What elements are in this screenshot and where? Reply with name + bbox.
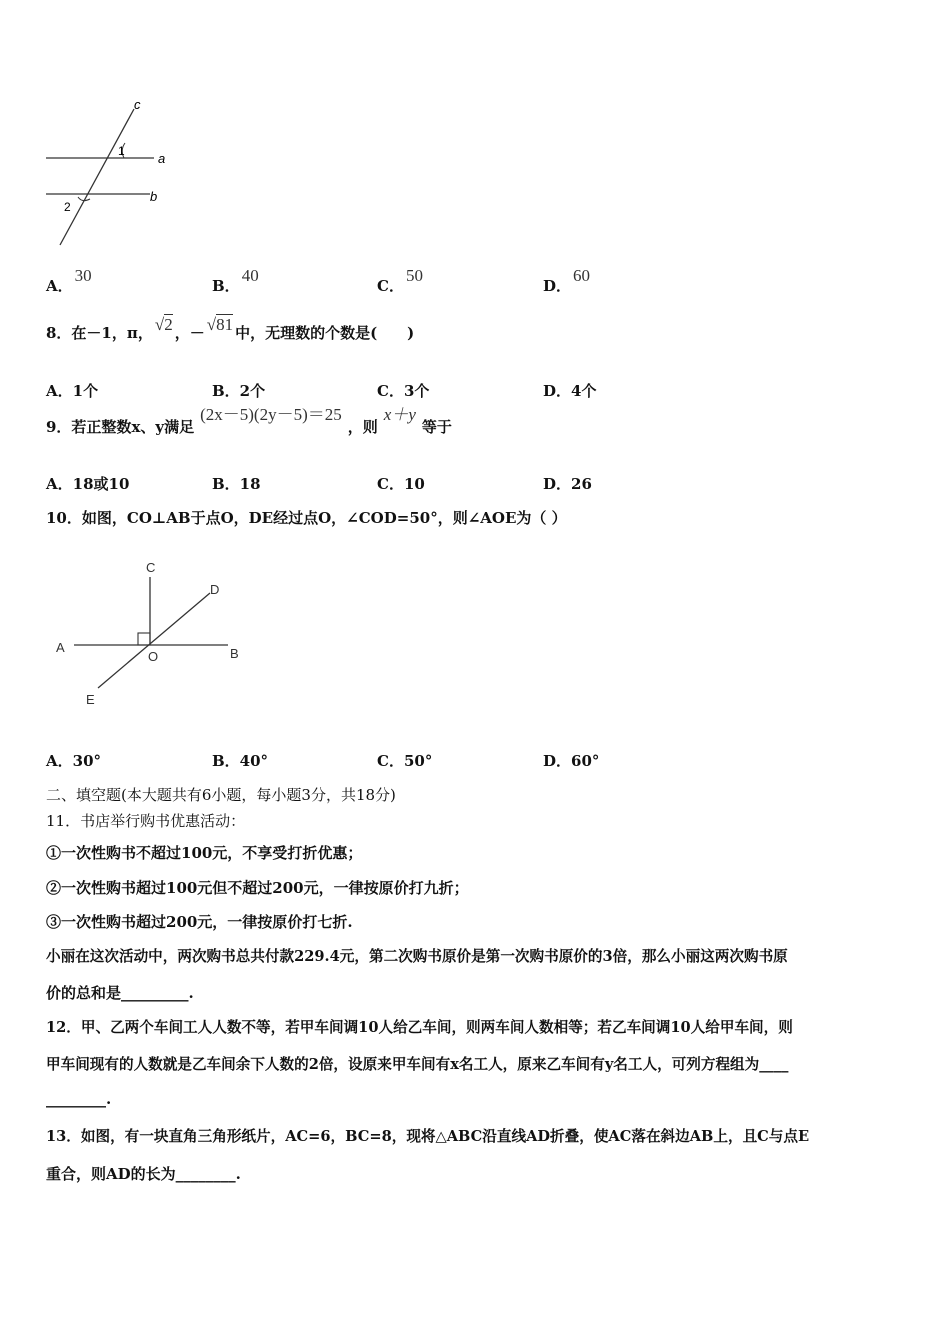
label-E: E: [86, 692, 95, 707]
q13-line-2: 重合，则AD的长为________.: [46, 1165, 241, 1183]
q9-option-d: D．26: [543, 475, 592, 493]
label-c: c: [134, 97, 141, 112]
q12-line-2: 甲车间现有的人数就是乙车间余下人数的2倍，设原来甲车间有x名工人，原来乙车间有y名工人，可列方程组为____: [46, 1056, 789, 1073]
question-10-text: 10．如图，CO⊥AB于点O，DE经过点O，∠COD=50°，则∠AOE为（ ）: [46, 509, 567, 527]
option-letter: D．: [543, 277, 572, 295]
line-de: [98, 593, 210, 688]
q9-mid: ，则: [347, 418, 378, 436]
q12-line-1: 12．甲、乙两个车间工人人数不等，若甲车间调10人给乙车间，则两车间人数相等；若乙车间调10人给甲车间，则: [46, 1019, 793, 1036]
q11-rule-3: ③一次性购书超过200元，一律按原价打七折.: [46, 913, 353, 931]
q11-body-1: 小丽在这次活动中，两次购书总共付款229.4元，第二次购书原价是第一次购书原价的3倍，那么小丽这两次购书原: [46, 948, 788, 965]
sqrt2-radicand: 2: [164, 315, 173, 334]
q9-equation: (2x－5)(2y－5)＝25: [200, 405, 342, 424]
sqrt81-radicand: 81: [216, 315, 234, 334]
q8-option-c: C．3个: [377, 382, 430, 400]
q13-line-1: 13．如图，有一块直角三角形纸片，AC=6，BC=8，现将△ABC沿直线AD折叠，使AC落在斜边AB上，且C与点E: [46, 1128, 810, 1145]
option-value: 50: [405, 266, 423, 285]
q9-expression: x＋y: [383, 405, 416, 424]
option-letter: A．: [46, 277, 73, 295]
line-c: [60, 109, 134, 245]
q8-suffix: 中，无理数的个数是( ): [235, 324, 415, 342]
q7-option-a: [46, 265, 92, 295]
q8-option-b: B．2个: [212, 382, 266, 400]
label-2: 2: [64, 200, 71, 214]
q8-prefix: 8．在－1，π，: [46, 324, 153, 342]
label-O: O: [148, 649, 159, 664]
label-b: b: [150, 189, 158, 204]
q9-suffix: 等于: [421, 418, 452, 436]
option-value: 60: [573, 266, 591, 285]
q11-rule-1: ①一次性购书不超过100元，不享受打折优惠；: [46, 844, 363, 862]
parallel-lines-figure: [40, 95, 180, 250]
perpendicular-figure: [50, 555, 250, 715]
q11-title: 11．书店举行购书优惠活动：: [46, 812, 246, 830]
q9-option-a: A．18或10: [46, 475, 130, 493]
question-8: [46, 315, 415, 343]
option-letter: B．: [212, 277, 240, 295]
label-B: B: [230, 646, 239, 661]
q7-option-c: [377, 265, 423, 295]
label-D: D: [210, 582, 220, 597]
label-a: a: [158, 151, 166, 166]
q10-option-b: B．40°: [212, 752, 269, 770]
right-angle-mark: [138, 633, 150, 645]
q7-option-d: [543, 265, 591, 295]
sqrt-81: √81: [206, 315, 234, 334]
q8-option-d: D．4个: [543, 382, 597, 400]
q10-option-a: A．30°: [46, 752, 102, 770]
q10-option-d: D．60°: [543, 752, 600, 770]
section-2-heading: 二、填空题(本大题共有6小题，每小题3分，共18分): [46, 786, 396, 804]
q10-option-c: C．50°: [377, 752, 433, 770]
q9-option-b: B．18: [212, 475, 261, 493]
option-letter: C．: [377, 277, 404, 295]
label-1: 1: [118, 144, 125, 158]
q9-option-c: C．10: [377, 475, 425, 493]
option-value: 40: [241, 266, 259, 285]
q11-rule-2: ②一次性购书超过100元但不超过200元，一律按原价打九折；: [46, 879, 469, 897]
label-A: A: [56, 640, 65, 655]
q11-body-2: 价的总和是_________.: [46, 984, 194, 1002]
q9-prefix: 9．若正整数x、y满足: [46, 418, 195, 436]
label-C: C: [146, 560, 156, 575]
q8-mid: ，－: [174, 324, 205, 342]
q8-option-a: A．1个: [46, 382, 99, 400]
question-9: [46, 405, 452, 436]
q7-option-b: [212, 265, 259, 295]
sqrt-2: √2: [154, 315, 173, 334]
q12-line-3: ________.: [46, 1090, 112, 1108]
option-value: 30: [74, 266, 92, 285]
